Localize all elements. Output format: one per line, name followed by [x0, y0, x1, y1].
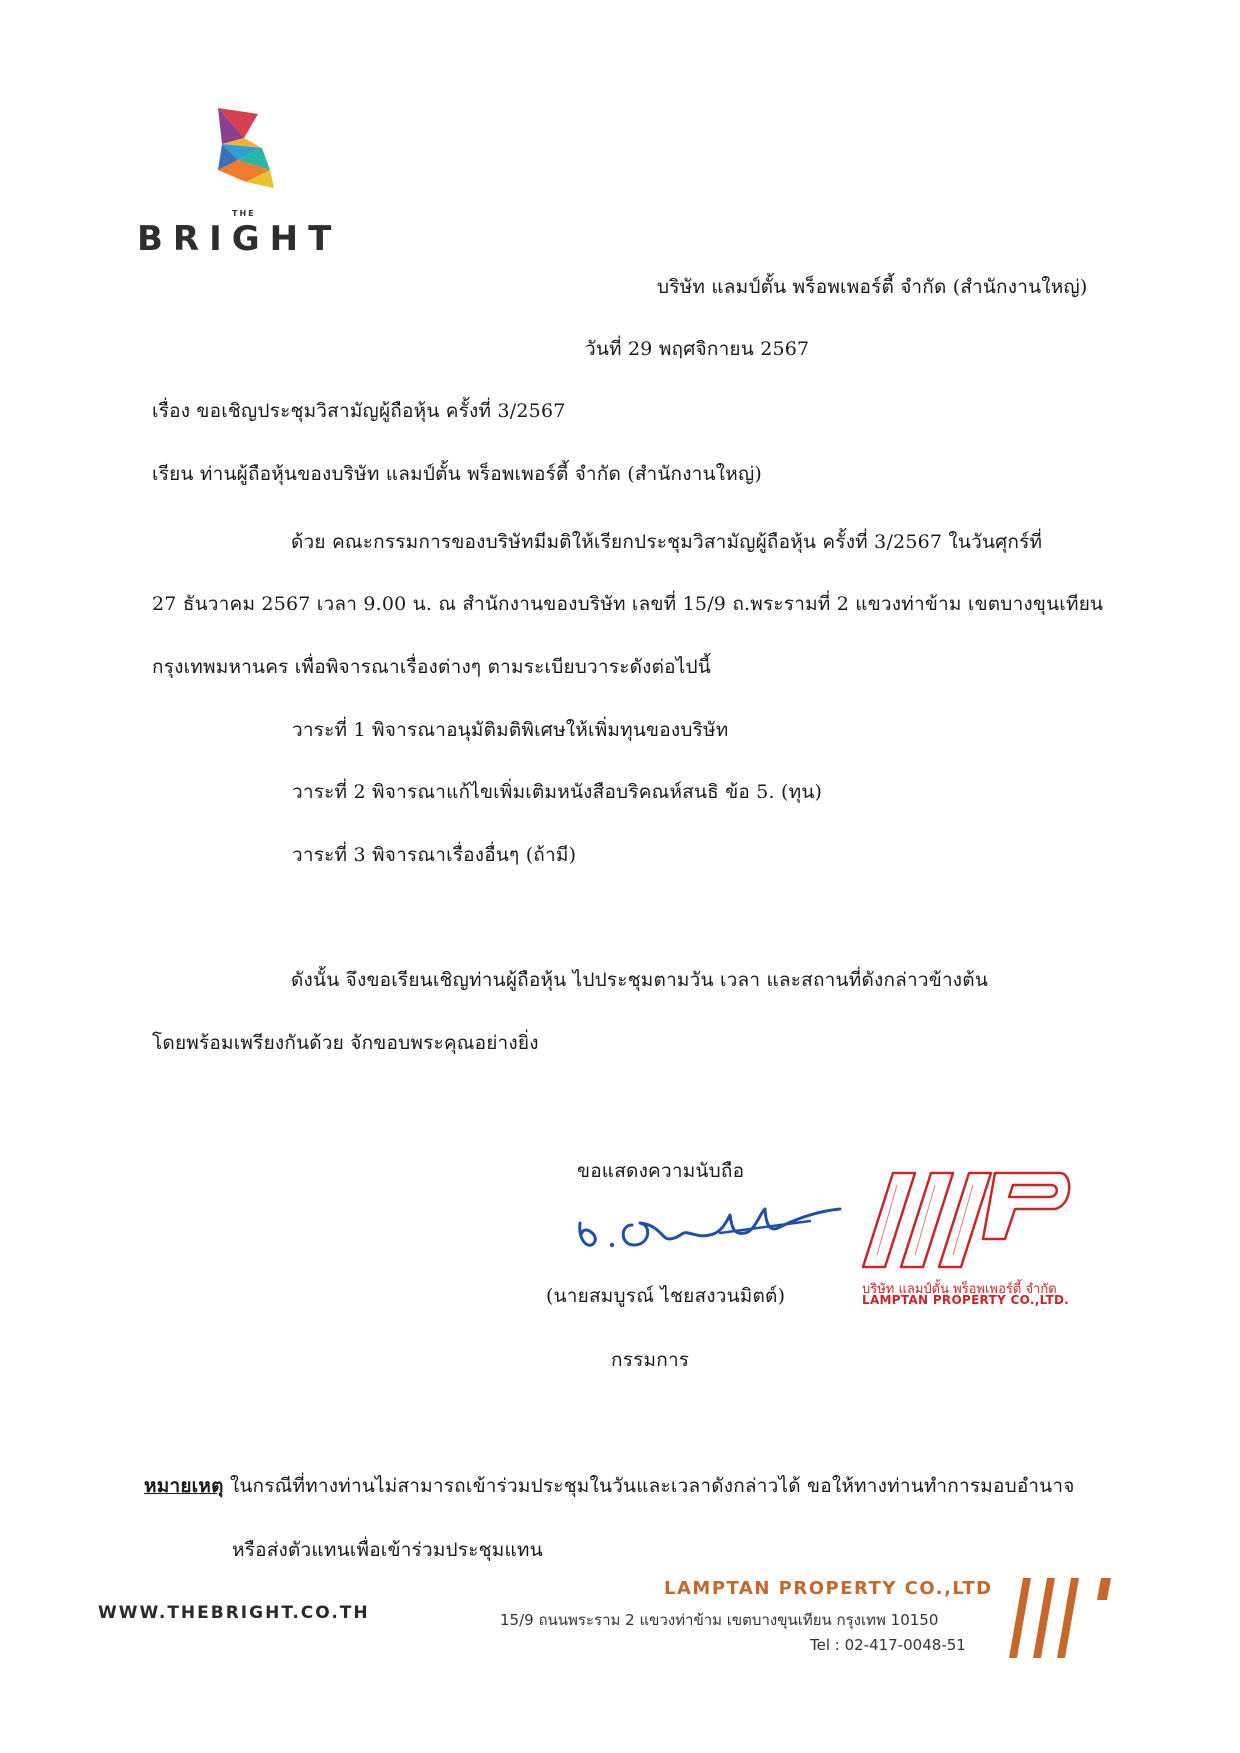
regards-text: ขอแสดงความนับถือ: [577, 1160, 745, 1182]
body-line-3: กรุงเทพมหานคร เพื่อพิจารณาเรื่องต่างๆ ตามระเบียบวาระดังต่อไปนี้: [152, 656, 711, 678]
body-line-1: ด้วย คณะกรรมการของบริษัทมีมติให้เรียกประชุมวิสามัญผู้ถือหุ้น ครั้งที่ 3/2567 ในวันศุกร์ที่: [291, 531, 1043, 553]
footer-telephone: Tel : 02-417-0048-51: [810, 1636, 966, 1654]
letter-date: วันที่ 29 พฤศจิกายน 2567: [585, 338, 810, 360]
closing-line-1: ดังนั้น จึงขอเรียนเชิญท่านผู้ถือหุ้น ไปประชุมตามวัน เวลา และสถานที่ดังกล่าวข้างต้น: [291, 969, 989, 991]
handwritten-signature: [570, 1195, 850, 1265]
note-label: หมายเหตุ: [144, 1475, 224, 1497]
agenda-item-3: วาระที่ 3 พิจารณาเรื่องอื่นๆ (ถ้ามี): [292, 844, 577, 866]
logo-small-text: THE: [232, 209, 256, 218]
note-text: ในกรณีที่ทางท่านไม่สามารถเข้าร่วมประชุมในวันและเวลาดังกล่าวได้ ขอให้ทางท่านทำการมอบอำนาจ: [223, 1475, 1075, 1497]
logo-wordmark: BRIGHT: [137, 219, 342, 259]
the-bright-logo-icon: [218, 108, 274, 188]
signer-position: กรรมการ: [611, 1349, 690, 1371]
lamptan-logo-icon: [1005, 1578, 1115, 1658]
footer-company-name: LAMPTAN PROPERTY CO.,LTD: [664, 1578, 993, 1599]
closing-line-2: โดยพร้อมเพรียงกันด้วย จักขอบพระคุณอย่างยิ่ง: [152, 1032, 539, 1054]
stamp-text-english: LAMPTAN PROPERTY CO.,LTD.: [862, 1293, 1070, 1307]
agenda-item-1: วาระที่ 1 พิจารณาอนุมัติมติพิเศษให้เพิ่มทุนของบริษัท: [292, 719, 729, 741]
stamp-text-thai: บริษัท แลมป์ตั้น พร็อพเพอร์ตี้ จำกัด: [862, 1282, 1057, 1297]
agenda-item-2: วาระที่ 2 พิจารณาแก้ไขเพิ่มเติมหนังสือบริคณห์สนธิ ข้อ 5. (ทุน): [292, 781, 823, 803]
letter-subject: เรื่อง ขอเชิญประชุมวิสามัญผู้ถือหุ้น ครั้งที่ 3/2567: [152, 400, 566, 422]
company-header: บริษัท แลมป์ตั้น พร็อพเพอร์ตี้ จำกัด (สำนักงานใหญ่): [657, 276, 1088, 298]
footer-address: 15/9 ถนนพระราม 2 แขวงท่าข้าม เขตบางขุนเทียน กรุงเทพ 10150: [500, 1611, 939, 1629]
letter-recipient: เรียน ท่านผู้ถือหุ้นของบริษัท แลมป์ตั้น พร็อพเพอร์ตี้ จำกัด (สำนักงานใหญ่): [152, 463, 762, 485]
note-line-2: หรือส่งตัวแทนเพื่อเข้าร่วมประชุมแทน: [232, 1539, 543, 1561]
company-stamp-icon: [855, 1165, 1075, 1275]
body-line-2: 27 ธันวาคม 2567 เวลา 9.00 น. ณ สำนักงานของบริษัท เลขที่ 15/9 ถ.พระรามที่ 2 แขวงท่าข้าม เขตบางขุนเทียน: [152, 593, 1104, 615]
signer-name: (นายสมบูรณ์ ไชยสงวนมิตต์): [546, 1285, 786, 1307]
footer-website: WWW.THEBRIGHT.CO.TH: [98, 1603, 370, 1623]
note-line-1: [144, 1471, 1075, 1501]
